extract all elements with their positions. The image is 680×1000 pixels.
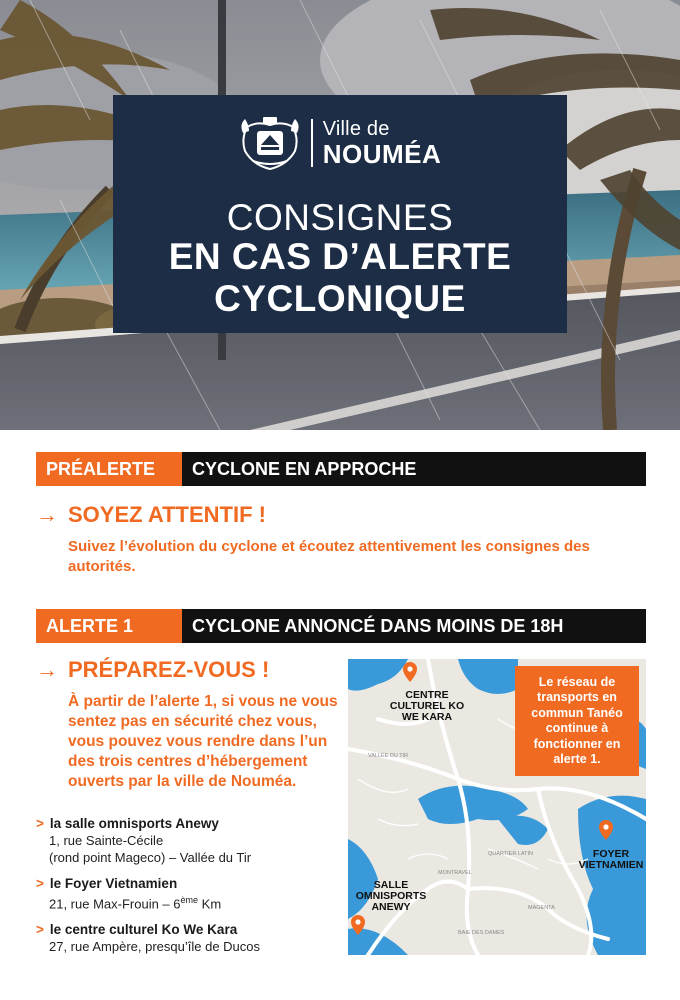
- main-title-line1: CONSIGNES: [226, 197, 454, 238]
- shelter-list: [36, 815, 341, 964]
- svg-text:BAIE DES DAMES: BAIE DES DAMES: [458, 930, 505, 936]
- main-title-line3: CYCLONIQUE: [214, 278, 466, 319]
- map-pin-icon: [599, 820, 613, 840]
- svg-text:VALLÉE DU TIR: VALLÉE DU TIR: [368, 753, 409, 759]
- prealert-heading: [36, 502, 266, 528]
- alert1-title: CYCLONE ANNONCÉ DANS MOINS DE 18H: [182, 609, 646, 643]
- map-pin-icon: [351, 915, 365, 935]
- shelter-address-sup: ème: [180, 895, 199, 905]
- shelter-address-main: 21, rue Max-Frouin – 6: [49, 896, 181, 912]
- chevron-right-icon: >: [36, 876, 44, 891]
- coat-of-arms-icon: [239, 115, 301, 171]
- map-label-foyer-vietnamien: FOYER VIETNAMIEN: [578, 848, 644, 871]
- city-logo: [113, 115, 567, 171]
- list-item: [36, 921, 341, 955]
- shelter-address-end: Km: [198, 896, 222, 912]
- map-pin-icon: [403, 662, 417, 682]
- logo-city-top: Ville de: [322, 118, 390, 140]
- map-label-anewy: SALLE OMNISPORTS ANEWY: [355, 879, 427, 913]
- list-item: [36, 815, 341, 866]
- prealert-title: CYCLONE EN APPROCHE: [182, 452, 646, 486]
- svg-text:MAGENTA: MAGENTA: [528, 905, 555, 911]
- shelter-name: la salle omnisports Anewy: [49, 816, 219, 831]
- alert1-tag: ALERTE 1: [36, 609, 182, 643]
- hero-illustration: [0, 0, 680, 430]
- alert1-heading: [36, 657, 269, 683]
- alert1-text: À partir de l’alerte 1, si vous ne vous sentez pas en sécurité chez vous, vous pouvez vous rendre dans l’un des trois centres d’hébergement ouverts par la ville de Nouméa.: [68, 693, 338, 790]
- shelter-address: 1, rue Sainte-Cécile: [49, 833, 164, 848]
- logo-divider: [311, 119, 313, 167]
- main-title-line2: EN CAS D’ALERTE: [168, 236, 512, 277]
- list-item: [36, 875, 341, 912]
- chevron-right-icon: >: [36, 816, 44, 831]
- prealert-heading-text: SOYEZ ATTENTIF !: [68, 502, 266, 527]
- shelter-address: 27, rue Ampère, presqu’île de Ducos: [49, 939, 261, 955]
- transport-note: Le réseau de transports en commun Tanéo continue à fonctionner en alerte 1.: [515, 666, 639, 776]
- title-panel: [113, 95, 567, 333]
- svg-text:QUARTIER LATIN: QUARTIER LATIN: [488, 851, 534, 857]
- alert1-band: [36, 609, 646, 643]
- shelter-address: [36, 892, 341, 912]
- map-label-ko-we-kara: CENTRE CULTUREL KO WE KARA: [389, 689, 465, 723]
- shelter-name: le centre culturel Ko We Kara: [49, 922, 238, 938]
- prealert-tag: PRÉALERTE: [36, 452, 182, 486]
- logo-city-name: NOUMÉA: [322, 139, 442, 169]
- shelter-name: le Foyer Vietnamien: [49, 876, 178, 891]
- shelter-map: [348, 659, 646, 955]
- shelter-address-extra: (rond point Mageco) – Vallée du Tir: [49, 850, 252, 865]
- prealert-text: Suivez l’évolution du cyclone et écoutez attentivement les consignes des autorités.: [68, 538, 590, 575]
- prealert-band: [36, 452, 646, 486]
- arrow-right-icon: →: [36, 657, 58, 682]
- alert1-heading-text: PRÉPAREZ-VOUS !: [68, 657, 270, 682]
- chevron-right-icon: >: [36, 922, 44, 938]
- arrow-right-icon: →: [36, 502, 58, 527]
- svg-text:MONTRAVEL: MONTRAVEL: [438, 870, 472, 876]
